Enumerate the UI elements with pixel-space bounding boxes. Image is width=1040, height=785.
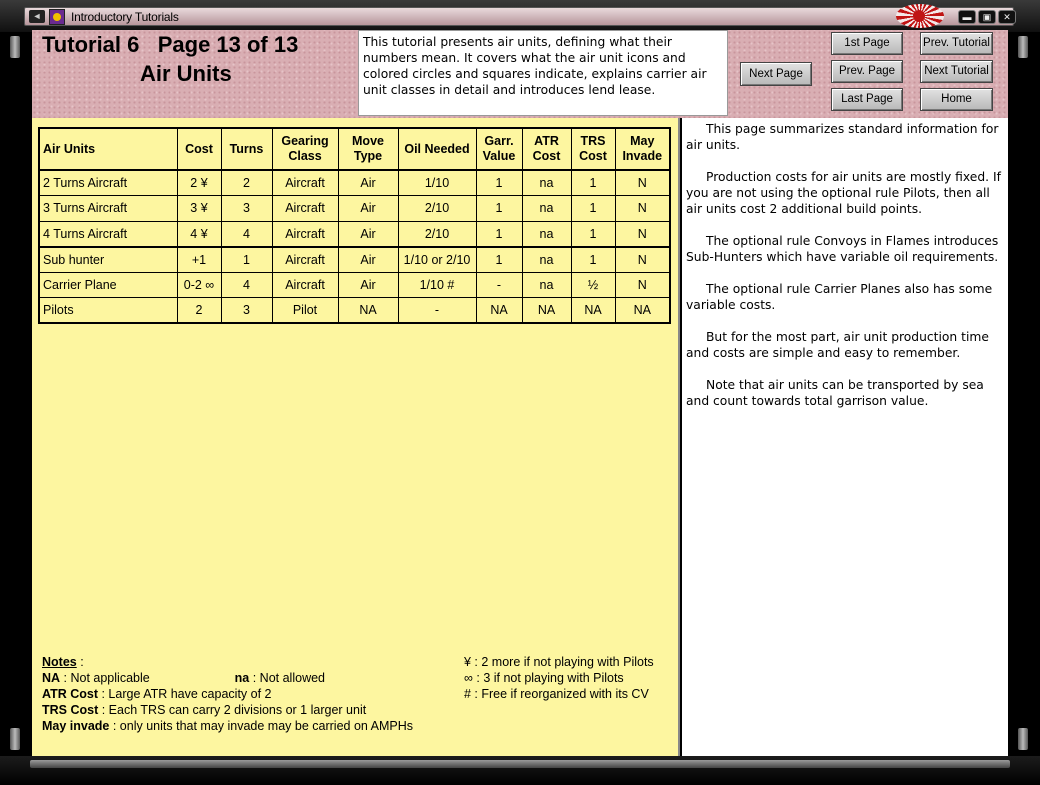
table-cell: 1 bbox=[476, 196, 522, 222]
table-cell: 2/10 bbox=[398, 196, 476, 222]
content-panel bbox=[32, 118, 680, 756]
table-cell: ½ bbox=[571, 272, 615, 298]
table-cell: NA bbox=[522, 298, 571, 324]
close-icon[interactable]: ✕ bbox=[998, 10, 1016, 24]
note-key: ATR Cost bbox=[42, 687, 99, 701]
table-cell: 1 bbox=[476, 170, 522, 196]
column-header: Gearing Class bbox=[272, 128, 338, 170]
table-row bbox=[39, 170, 670, 196]
table-cell: Sub hunter bbox=[39, 247, 177, 273]
tutorial-header bbox=[32, 30, 1008, 118]
column-header: Cost bbox=[177, 128, 221, 170]
table-cell: N bbox=[615, 170, 670, 196]
notes-heading: Notes bbox=[42, 655, 77, 669]
next-tutorial-button[interactable]: Next Tutorial bbox=[920, 60, 993, 83]
table-cell: NA bbox=[476, 298, 522, 324]
table-cell: 1/10 # bbox=[398, 272, 476, 298]
note-text: : only units that may invade may be carried on AMPHs bbox=[109, 719, 414, 733]
table-cell: 1 bbox=[571, 247, 615, 273]
table-row bbox=[39, 196, 670, 222]
note-text: : Not allowed bbox=[249, 671, 325, 685]
table-cell: 1/10 bbox=[398, 170, 476, 196]
table-cell: Aircraft bbox=[272, 221, 338, 247]
window-frame-left bbox=[0, 32, 32, 758]
table-cell: 1 bbox=[571, 196, 615, 222]
tutorial-description: This tutorial presents air units, defining what their numbers mean. It covers what the air unit icons and colored circles and squares indicate, explains carrier air unit classes in detail and introduces lend lease. bbox=[358, 30, 728, 116]
page-subtitle: Air Units bbox=[140, 61, 232, 86]
footnotes-block bbox=[464, 654, 654, 702]
window-frame-right bbox=[1008, 32, 1040, 758]
frame-rail-decoration bbox=[1018, 36, 1028, 58]
page-title: Tutorial 6 Page 13 of 13 bbox=[42, 32, 299, 57]
table-cell: Air bbox=[338, 170, 398, 196]
explanation-paragraph: The optional rule Carrier Planes also has some variable costs. bbox=[686, 282, 993, 312]
note-key: May invade bbox=[42, 719, 110, 733]
table-cell: 2 bbox=[221, 170, 272, 196]
first-page-button[interactable]: 1st Page bbox=[831, 32, 903, 55]
frame-rail-decoration bbox=[1018, 728, 1028, 750]
explanation-panel bbox=[682, 118, 1008, 756]
explanation-paragraph: Production costs for air units are mostly fixed. If you are not using the optional rule Pilots, then all air units cost 2 additional build points. bbox=[686, 170, 1001, 216]
column-header: Oil Needed bbox=[398, 128, 476, 170]
table-cell: 1 bbox=[571, 170, 615, 196]
table-cell: 1 bbox=[476, 247, 522, 273]
table-cell: 4 Turns Aircraft bbox=[39, 221, 177, 247]
column-header: ATR Cost bbox=[522, 128, 571, 170]
explanation-paragraph: This page summarizes standard information for air units. bbox=[686, 122, 999, 152]
rising-sun-flag-icon bbox=[896, 4, 944, 28]
frame-rail-decoration bbox=[10, 728, 20, 750]
title-bar[interactable] bbox=[24, 7, 1014, 26]
table-cell: 2 ¥ bbox=[177, 170, 221, 196]
air-units-table bbox=[38, 127, 671, 324]
note-text: : Each TRS can carry 2 divisions or 1 larger unit bbox=[98, 703, 367, 717]
explanation-paragraph: Note that air units can be transported by sea and count towards total garrison value. bbox=[686, 378, 984, 408]
table-cell: 2 Turns Aircraft bbox=[39, 170, 177, 196]
footnote-hash: # : Free if reorganized with its CV bbox=[464, 687, 649, 701]
table-cell: Aircraft bbox=[272, 196, 338, 222]
table-cell: 2/10 bbox=[398, 221, 476, 247]
table-cell: 1 bbox=[476, 221, 522, 247]
column-header: Turns bbox=[221, 128, 272, 170]
table-cell: Aircraft bbox=[272, 272, 338, 298]
table-cell: NA bbox=[615, 298, 670, 324]
table-cell: 1 bbox=[571, 221, 615, 247]
table-cell: Aircraft bbox=[272, 247, 338, 273]
note-key: NA bbox=[42, 671, 61, 685]
home-button[interactable]: Home bbox=[920, 88, 993, 111]
table-cell: 4 bbox=[221, 221, 272, 247]
explanation-paragraph: But for the most part, air unit production time and costs are simple and easy to remember. bbox=[686, 330, 989, 360]
note-text: : Not applicable bbox=[60, 671, 150, 685]
table-cell: Pilots bbox=[39, 298, 177, 324]
table-cell: - bbox=[398, 298, 476, 324]
table-cell: NA bbox=[338, 298, 398, 324]
next-page-button[interactable]: Next Page bbox=[740, 62, 812, 86]
explanation-paragraph: The optional rule Convoys in Flames introduces Sub-Hunters which have variable oil requirements. bbox=[686, 234, 999, 264]
window-title: Introductory Tutorials bbox=[71, 10, 179, 24]
table-row bbox=[39, 272, 670, 298]
column-header: May Invade bbox=[615, 128, 670, 170]
frame-rail-decoration bbox=[10, 36, 20, 58]
table-cell: 1/10 or 2/10 bbox=[398, 247, 476, 273]
table-cell: Air bbox=[338, 247, 398, 273]
maximize-icon[interactable]: ▣ bbox=[978, 10, 996, 24]
table-cell: 3 Turns Aircraft bbox=[39, 196, 177, 222]
prev-page-button[interactable]: Prev. Page bbox=[831, 60, 903, 83]
table-cell: N bbox=[615, 272, 670, 298]
app-icon bbox=[49, 9, 65, 25]
table-cell: na bbox=[522, 272, 571, 298]
column-header: Move Type bbox=[338, 128, 398, 170]
system-menu-icon[interactable]: ◄ bbox=[29, 10, 45, 23]
footnote-infinity: ∞ : 3 if not playing with Pilots bbox=[464, 671, 624, 685]
table-cell: 3 bbox=[221, 298, 272, 324]
table-cell: na bbox=[522, 221, 571, 247]
table-cell: Carrier Plane bbox=[39, 272, 177, 298]
table-row bbox=[39, 247, 670, 273]
table-cell: Aircraft bbox=[272, 170, 338, 196]
table-cell: - bbox=[476, 272, 522, 298]
table-header-row bbox=[39, 128, 670, 170]
column-header: TRS Cost bbox=[571, 128, 615, 170]
table-cell: Pilot bbox=[272, 298, 338, 324]
table-cell: 3 ¥ bbox=[177, 196, 221, 222]
table-cell: na bbox=[522, 247, 571, 273]
table-cell: N bbox=[615, 221, 670, 247]
table-cell: 4 bbox=[221, 272, 272, 298]
table-cell: 3 bbox=[221, 196, 272, 222]
minimize-icon[interactable]: ▬ bbox=[958, 10, 976, 24]
table-cell: Air bbox=[338, 221, 398, 247]
table-cell: N bbox=[615, 247, 670, 273]
table-row bbox=[39, 221, 670, 247]
table-cell: +1 bbox=[177, 247, 221, 273]
note-key: TRS Cost bbox=[42, 703, 99, 717]
column-header: Air Units bbox=[39, 128, 177, 170]
notes-block: Notes : NA : Not applicable na : Not allowed ATR Cost : Large ATR have capacity of 2 TRS Cost : Each TRS can carry 2 divisions or 1 larger unit May invade : only units that may invade may be carried on AMPHs bbox=[42, 655, 414, 733]
table-cell: 1 bbox=[221, 247, 272, 273]
table-cell: Air bbox=[338, 272, 398, 298]
prev-tutorial-button[interactable]: Prev. Tutorial bbox=[920, 32, 993, 55]
table-row bbox=[39, 298, 670, 324]
last-page-button[interactable]: Last Page bbox=[831, 88, 903, 111]
table-cell: Air bbox=[338, 196, 398, 222]
table-cell: 4 ¥ bbox=[177, 221, 221, 247]
footnote-yen: ¥ : 2 more if not playing with Pilots bbox=[464, 655, 654, 669]
table-cell: NA bbox=[571, 298, 615, 324]
table-cell: na bbox=[522, 170, 571, 196]
status-bar bbox=[30, 760, 1010, 768]
table-cell: na bbox=[522, 196, 571, 222]
table-cell: 0-2 ∞ bbox=[177, 272, 221, 298]
column-header: Garr. Value bbox=[476, 128, 522, 170]
note-key: na bbox=[234, 671, 250, 685]
note-text: : Large ATR have capacity of 2 bbox=[98, 687, 272, 701]
table-cell: N bbox=[615, 196, 670, 222]
table-cell: 2 bbox=[177, 298, 221, 324]
